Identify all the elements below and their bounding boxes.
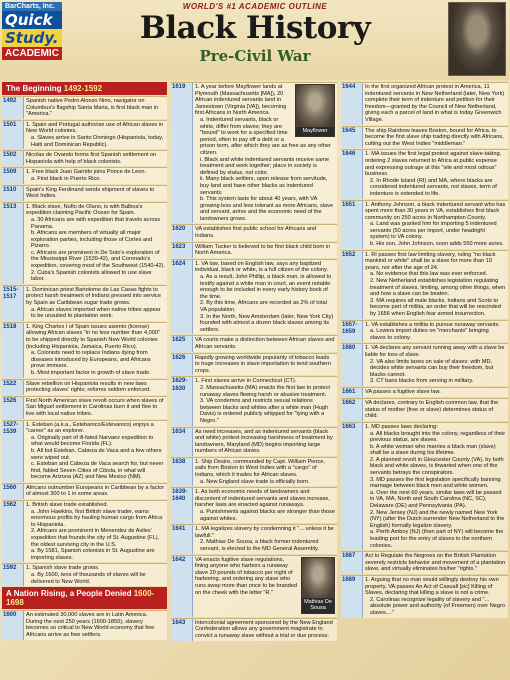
timeline-entry <box>2 96 167 119</box>
entry-year: 1660 <box>341 344 363 386</box>
entry-subpoint: 2. Massachusetts (MA) enacts the first law to protect runaway slaves fleeing harsh or abusive treatment. <box>200 384 330 398</box>
column-2 <box>171 82 337 678</box>
timeline-entry <box>2 420 167 482</box>
timeline-entry <box>171 487 337 523</box>
image <box>296 85 334 127</box>
entry-main-text: 1. First slaves arrive in Connecticut (CT). <box>195 378 297 385</box>
entry-text <box>24 203 167 284</box>
timeline-entry <box>341 343 508 386</box>
entry-text <box>363 83 508 125</box>
entry-year: 1492 <box>2 97 24 119</box>
entry-year: 1501 <box>2 121 24 149</box>
timeline-entry <box>2 500 167 562</box>
entry-subpoint: a. Lowers import duties on "merchants" bringing slaves to colony. <box>370 328 489 341</box>
image <box>302 558 334 598</box>
timeline-entry <box>2 563 167 586</box>
entry-year: 1662 <box>341 399 363 421</box>
entry-subpoint: c. Africans are prominent in De Soto's exploration of the Mississippi River (1539-42), and Coronado's expedition, covering most of the Southwest (1540-42). <box>31 249 166 270</box>
page-subtitle: Pre-Civil War <box>199 47 311 65</box>
entry-main-text: Intercolonial agreement sponsored by the New England Confederation allows any government magistrate to convict a runaway slave without a trial or due process. <box>195 619 333 639</box>
entry-main-text: VA enacts fugitive slave regulations, fining anyone who harbors a runaway slave 20 pounds of tobacco per night of harboring, and ordering any slave who runs away more than once to be branded on the cheek with the letter "R." <box>195 556 297 596</box>
entry-year: 1620 <box>171 225 193 240</box>
entry-main-text: William Tucker is believed to be first black child born in North America. <box>195 243 331 257</box>
entry-main-text: 1. RI passes first law limiting slavery, ruling "no black mankind or white" shall be a slave for more than 10 years, nor after the age of 24. <box>365 251 496 271</box>
entry-text <box>363 552 508 574</box>
entry-text <box>24 323 167 378</box>
entry-main-text: 1. Arguing that no man would willingly destroy his own property, VA passes An Act of Casuall [sic] Killing of Slaves, declaring that killing a slave is not a crime. <box>365 576 499 597</box>
column-3 <box>341 82 508 678</box>
entry-year: 1518 <box>2 323 24 378</box>
entry-year: 1657-1659 <box>341 321 363 343</box>
timeline-entry <box>341 126 508 149</box>
entry-year: 1562 <box>2 501 24 562</box>
timeline-list <box>341 82 508 618</box>
entry-text <box>193 243 337 258</box>
entry-main-text: 1. Dominican priest Bartolome de Las Casas fights to protect harsh treatment of Indians pressed into service by Spain as Caribbean sugar trade grows. <box>26 286 161 307</box>
entry-text <box>193 354 337 376</box>
entry-subpoint: 2. A planned revolt in Gloucester County (VA), by both black and white slaves, is thwarted when one of the servants betrays the conspirators. <box>370 456 504 477</box>
entry-subpoint: c. Esteban and Cabeza de Vaca search for, but never find, fabled Seven Cities of Cibola, in what will become Arizona (AZ) and New Mexico (NM). <box>31 461 164 481</box>
entry-text <box>363 150 508 198</box>
entry-text <box>363 388 508 397</box>
section-header-nation-rising: A Nation Rising, a People Denied 1600-1698 <box>2 587 167 609</box>
entry-year: 1638 <box>171 458 193 486</box>
timeline-entry <box>341 82 508 125</box>
entry-year: 1526 <box>2 397 24 419</box>
entry-main-text: Spain's King Ferdinand sends shipment of slaves to West Indies. <box>26 186 155 200</box>
logo-quick: Quick <box>2 11 62 29</box>
entry-subpoint: 2. Mathias De Sousa, a black former indentured servant, is elected to the MD General Assembly. <box>200 539 319 552</box>
entry-text <box>24 121 167 149</box>
entry-main-text: Act to Regulate the Negroes on the British Plantation severely restricts behavior and movement of a plantation slave, and virtually eliminates his/her "rights." <box>365 553 506 573</box>
entry-text <box>193 225 337 240</box>
entry-main-text: 1. British slave trade established. <box>26 502 109 509</box>
entry-subpoint: a. First black in Puerto Rico. <box>31 175 101 182</box>
entry-subpoint: b. His son, John Johnson, soon adds 550 more acres. <box>370 241 504 248</box>
entry-main-text: 1. King Charles I of Spain issues asiento (license) allowing African slaves "in no less number than 4,000" to be shipped directly to Spanish New World colonies (including Hispaniola, Jamaica, Puerto Rico). <box>26 323 160 350</box>
timeline-entry <box>2 285 167 321</box>
mayflower-image <box>295 84 335 137</box>
entry-main-text: VA establishes first public school for Africans and Indians. <box>195 226 317 240</box>
timeline-entry <box>2 396 167 419</box>
entry-text <box>193 260 337 335</box>
entry-year: 1600 <box>2 611 24 639</box>
timeline-entry <box>2 120 167 149</box>
timeline-list <box>2 610 167 639</box>
timeline-entry <box>171 555 337 617</box>
entry-subpoint: b. All but Esteban, Cabeza de Vaca and a few others were wiped out. <box>31 447 162 461</box>
entry-subpoint: 2. By this time, Africans are recorded as 2% of total VA population. <box>200 300 327 313</box>
entry-year: 1619 <box>171 83 193 223</box>
entry-subpoint: a. By 1600, tens of thousands of slaves will be delivered to New World. <box>31 572 146 585</box>
entry-text <box>24 421 167 482</box>
logo-academic: ACADEMIC <box>2 47 62 60</box>
timeline-entry <box>2 150 167 166</box>
timeline-entry <box>341 200 508 249</box>
entry-year: 1513 <box>2 203 24 284</box>
entry-year: 1642 <box>171 556 193 617</box>
entry-subpoint: 2. New Jersey (NJ) and the newly named New York (NY) (after the Dutch surrender New Netherland to the English) formally legalize slavery. <box>370 509 505 529</box>
entry-subpoint: a. New England slave trade is officially born. <box>200 478 310 485</box>
entry-year: 1592 <box>2 564 24 586</box>
timeline-entry <box>341 551 508 574</box>
entry-main-text: 1. VA establishes a militia to pursue runaway servants. <box>365 321 500 328</box>
entry-year: 1626 <box>171 354 193 376</box>
entry-text <box>193 83 337 223</box>
timeline-entry <box>171 242 337 258</box>
entry-subpoint: 3. CT bans blacks from serving in military. <box>370 378 474 385</box>
entry-subpoint: i. Black and white indentured servants receive same treatment and work together; place in society is defined by status, not color. <box>200 156 330 176</box>
entry-year: 1639-1640 <box>171 488 193 523</box>
entry-subpoint: ii. Many black settlers, upon release from servitude, buy land and have other blacks as indentured servants. <box>200 176 328 196</box>
entry-year: 1646 <box>341 150 363 198</box>
entry-year: 1624 <box>171 260 193 335</box>
entry-main-text: First North American slave revolt occurs when slaves of San Miguel settlement in Carolinas burn it and flee to live with local native tribes. <box>26 397 164 417</box>
timeline-entry <box>341 149 508 198</box>
entry-text <box>193 336 337 351</box>
entry-main-text: 1. As both economic needs of landowners and discontent of indentured servants and slaves increase, harsher laws are enacted against runaways. <box>195 489 330 509</box>
timeline-entry <box>2 483 167 499</box>
timeline-list <box>171 82 337 641</box>
timeline-entry <box>171 457 337 486</box>
entry-subpoint: 2. Africans are prominent in Menendez de Aviles' expedition that founds the city of St. Augustine (FL), the oldest surviving city in the U.S. <box>31 528 160 548</box>
entry-main-text: 1. Spain and Portugal authorize use of African slaves in New World colonies. <box>26 121 164 135</box>
timeline-entry <box>341 422 508 550</box>
entry-main-text: 1. Esteban (a.k.a., Estebanico/Estevanico) enjoys a "career" as an explorer. <box>26 421 154 435</box>
entry-text <box>24 380 167 395</box>
entry-text <box>24 286 167 321</box>
entry-subpoint: a. Punishments against blacks are stronger than those against whites. <box>200 509 335 522</box>
timeline-entry <box>341 575 508 618</box>
entry-year: 1625 <box>171 336 193 351</box>
timeline-entry <box>341 320 508 343</box>
entry-main-text: VA courts make a distinction between African slaves and African servants. <box>195 337 335 350</box>
entry-year: 1515-1517 <box>2 286 24 321</box>
entry-year: 1629-1630 <box>171 377 193 425</box>
entry-subpoint: b. A white woman who marries a black man (slave) shall be a slave during his lifetime. <box>370 443 496 457</box>
entry-main-text: An estimated 30,000 slaves are in Latin America. During the next 250 years (1600-1850), slavery becomes so critical to New World economy that few Africans arrive as free settlers. <box>26 612 154 638</box>
entry-main-text: 1. Anthony Johnson, a black indentured servant who has spent more than 30 years in VA, establishes first black community on 250 acres in Northampton County. <box>365 201 506 221</box>
entry-subpoint: a. Land was granted him for importing 5 indentured servants (50 acres per import, under headright system) to VA colony. <box>370 221 497 241</box>
entry-text <box>24 564 167 586</box>
timeline-entry <box>2 610 167 639</box>
mathias-de-sousa-image <box>301 557 335 614</box>
entry-year: 1522 <box>2 380 24 395</box>
entry-main-text: VA declares, contrary to English common law, that the status of mother (free or slave) determines status of child. <box>365 400 499 420</box>
entry-year: 1502 <box>2 151 24 166</box>
entry-text <box>363 127 508 149</box>
entry-main-text: Slave rebellion on Hispaniola results in new laws protecting slaves' rights; reforms seldom enforced. <box>26 380 151 394</box>
entry-subpoint: a. Originally part of ill-fated Narvaez expedition to what would become Florida (FL). <box>31 434 154 448</box>
entry-text <box>363 423 508 550</box>
entry-subpoint: a. No evidence that this law was ever enforced. <box>370 271 488 278</box>
entry-year: 1669 <box>341 576 363 618</box>
entry-subpoint: a. African slaves imported when native tribes appear to be unsuited to plantation work. <box>31 306 161 320</box>
entry-text <box>24 397 167 419</box>
timeline-entry <box>171 618 337 641</box>
timeline-entry <box>341 398 508 421</box>
entry-text <box>193 428 337 456</box>
timeline-entry <box>2 379 167 395</box>
entry-year: 1623 <box>171 243 193 258</box>
timeline-entry <box>171 82 337 223</box>
entry-subpoint: 2. Carolinas recognize legality of slavery and "... absolute power and authority (of Freemen) over Negro slaves...." <box>370 596 505 616</box>
entry-main-text: 1. MD passes laws declaring: <box>365 423 438 430</box>
timeline-list <box>2 96 167 586</box>
entry-main-text: Rapidly growing worldwide popularity of tobacco leads to huge increases in slave importation to tend southern crops. <box>195 354 331 374</box>
entry-text <box>24 484 167 499</box>
tagline: WORLD'S #1 ACADEMIC OUTLINE <box>182 2 328 11</box>
entry-subpoint: 3. VA condemns and restricts sexual relations between blacks and whites after a white man (Hugh Davis) is ordered publicly whipped for "lying with a Negro." <box>200 398 329 424</box>
entry-main-text: VA passes a fugitive slave law. <box>365 388 441 395</box>
entry-year: 1663 <box>341 423 363 550</box>
entry-main-text: Spanish native Pedro Alonzo Nino, navigator on Columbus's flagship Santa Maria, is first black man in "America." <box>26 98 159 118</box>
timeline-entry <box>171 524 337 553</box>
entry-year: 1527-1539 <box>2 421 24 482</box>
timeline-entry <box>171 376 337 425</box>
entry-main-text: 1. Ship Desire, commanded by Capt. William Pierce, sails from Boston to West Indies with a "cargo" of Indians, which it trades for African slaves. <box>195 458 325 479</box>
timeline-entry <box>341 250 508 319</box>
entry-main-text: As need increases, and as indentured servants (black and white) protest increasing harshness of treatment by landowners, Maryland (MD) begins importing large numbers of African slaves. <box>195 428 333 455</box>
entry-subpoint: a. John Hawkins, first British slave trader, earns enormous profits by hauling human cargo from Africa to Hispaniola. <box>31 508 163 528</box>
entry-main-text: 1. VA declares any servant running away with a slave be liable for loss of slave. <box>365 345 505 358</box>
entry-main-text: Nicolas de Ovando forms first Spanish settlement on Hispaniola with help of black colonists. <box>26 152 157 165</box>
logo-study: Study. <box>2 29 62 47</box>
entry-main-text: 1. MA issues the first legal protest against slave-taking, ordering 2 slaves returned to Africa at public expense and expressing outrage at this "vile and most odious" business. <box>365 151 502 178</box>
image-caption: Mayflower <box>296 127 334 136</box>
entry-text <box>24 168 167 183</box>
timeline-entry <box>171 259 337 335</box>
entry-text <box>193 525 337 553</box>
entry-subpoint: b. Most important factor in growth of slave trade. <box>31 369 151 376</box>
entry-year: 1644 <box>341 83 363 125</box>
timeline-entry <box>2 202 167 284</box>
entry-year: 1560 <box>2 484 24 499</box>
entry-text <box>363 321 508 343</box>
entry-text <box>363 344 508 386</box>
entry-year: 1510 <box>2 186 24 201</box>
entry-text <box>193 458 337 486</box>
entry-year: 1509 <box>2 168 24 183</box>
timeline-entry <box>171 427 337 456</box>
entry-main-text: 1. Spanish slave trade grows. <box>26 565 100 572</box>
timeline-entry <box>171 353 337 376</box>
entry-main-text: Africans outnumber Europeans in Caribbean by a factor of almost 300 to 1 in some areas. <box>26 484 165 498</box>
entry-text <box>363 399 508 421</box>
entry-subpoint: 3. MD passes the first legislation specifically banning marriage between black men and white women. <box>370 476 501 490</box>
timeline-entry <box>171 224 337 240</box>
portrait-image <box>448 2 506 76</box>
entry-main-text: 1. A year before Mayflower lands at Plymouth (Massachusetts [MA]), 20 African indentured servants land in Jamestown (Virginia [VA]), becoming first Africans in North America. <box>195 84 287 117</box>
entry-main-text: 1. Free black Juan Garrido joins Ponce de Leon. <box>26 169 147 176</box>
entry-text <box>363 201 508 249</box>
entry-subpoint: a. All blacks brought into the colony, regardless of their previous status, are slaves. <box>370 430 506 444</box>
section-header-beginning: The Beginning 1492-1592 <box>2 82 167 95</box>
entry-subpoint: a. By 1581, Spanish colonists in St. Augustine are importing slaves. <box>31 548 155 561</box>
entry-text <box>24 501 167 562</box>
entry-subpoint: b. This system lasts for about 40 years, with VA growing less and less tolerant as more Africans, slave and servant, arrive and the economic need of the landowners grows. <box>200 196 334 222</box>
entry-year: 1641 <box>171 525 193 553</box>
entry-text <box>24 186 167 201</box>
entry-year: 1661 <box>341 388 363 397</box>
timeline-entry <box>2 185 167 201</box>
entry-year: 1634 <box>171 428 193 456</box>
entry-text <box>24 97 167 119</box>
entry-subpoint: a. Indentured servants, black or white, differ from slaves; they are "bound" to work for a specified time period, often to pay off a debt or a prison term, after which they are as free as any other citizen. <box>200 116 331 156</box>
entry-subpoint: b. Africans are members of virtually all major exploration parties, including those of Cortes and Pizarro. <box>31 230 153 250</box>
entry-text <box>363 251 508 319</box>
entry-subpoint: a. Colonists need to replace Indians dying from diseases introduced by Europeans, and Africans prove immune. <box>31 350 151 370</box>
entry-text <box>193 488 337 523</box>
entry-subpoint: 2. Cuba's Spanish colonists allowed to use slave labor. <box>31 269 152 283</box>
entry-text <box>24 611 167 639</box>
entry-subpoint: a. Over the next 60 years, similar laws will be passed in VA, MA, North and South Carolina (NC, SC), Delaware (DE) and Pennsylvania (PA). <box>370 489 502 510</box>
image-caption: Mathias De Sousa <box>302 598 334 613</box>
logo-publisher: BarCharts, Inc. <box>2 2 62 11</box>
entry-subpoint: a. As a result, John Phillip, a black man, is allowed to testify against a white man in court, an event notable enough to be included in every early history book of the time. <box>200 274 332 300</box>
entry-main-text: 1. MA legalizes slavery by condemning it "... unless it be lawfull." <box>195 526 334 539</box>
page-title: Black History <box>139 10 371 46</box>
entry-main-text: The ship Rainbow leaves Boston, bound for Africa, to become the first slave ship trading directly with Africans, cutting out the West Indies "middleman." <box>365 127 504 147</box>
entry-subpoint: a. Perth Amboy (NJ) (then part of NY) will become the leading port for the entry of slaves to the northern colonies. <box>370 529 504 549</box>
entry-subpoint: 2. New Netherland establishes legislation regulating treatment of slaves, limiting, among other things, when and how a slave can be beaten. <box>370 278 506 298</box>
entry-subpoint: a. 30 Africans are with expedition that travels across Panama. <box>31 216 161 230</box>
header <box>0 0 510 80</box>
entry-text <box>193 377 337 425</box>
entry-text <box>193 556 337 617</box>
timeline-entry <box>341 387 508 397</box>
entry-subpoint: 3. MA requires all male blacks, Indians and Scots to become part of militia, an order that will be rescinded by 1656 when English fear armed insurrection. <box>370 297 501 317</box>
entry-year: 1651 <box>341 201 363 249</box>
timeline-entry <box>2 167 167 183</box>
entry-text <box>24 151 167 166</box>
timeline-entry <box>2 322 167 378</box>
entry-main-text: In the first organized African protest in America, 11 indentured servants in New Netherland (later, New York) complete their term of indenture and petition for their freedom—granted by the Council of New Netherland, giving each a parcel of land in what is today Greenwich Village. <box>365 84 505 123</box>
column-1 <box>2 82 167 678</box>
entry-text <box>363 576 508 618</box>
entry-text <box>193 619 337 641</box>
timeline-entry <box>171 335 337 351</box>
entry-year: 1652 <box>341 251 363 319</box>
entry-subpoint: 2. VA also limits taxes on sale of slaves; with MD, decides white servants can buy their freedom, but blacks cannot. <box>370 358 494 378</box>
entry-subpoint: a. Slaves arrive in Santo Domingo (Hispaniola, today, Haiti and Dominican Republic). <box>31 134 164 148</box>
entry-subpoint: 2. In Rhode Island (RI) and MA, where blacks are considered indentured servants, not slaves, term of indenture is extended to life. <box>370 177 497 197</box>
entry-year: 1645 <box>341 127 363 149</box>
entry-subpoint: 3. In the North, New Amsterdam (later, New York City) founded with almost a dozen black slaves among its settlers. <box>200 313 334 333</box>
entry-year: 1667 <box>341 552 363 574</box>
entry-main-text: 1. Black slave, Nuflo de Olano, is with Balboa's expedition claiming Pacific Ocean for Spain. <box>26 203 143 217</box>
entry-year: 1643 <box>171 619 193 641</box>
entry-main-text: 1. VA law, based on English law, says any baptized individual, black or white, is a full citizen of the colony. <box>195 260 328 274</box>
